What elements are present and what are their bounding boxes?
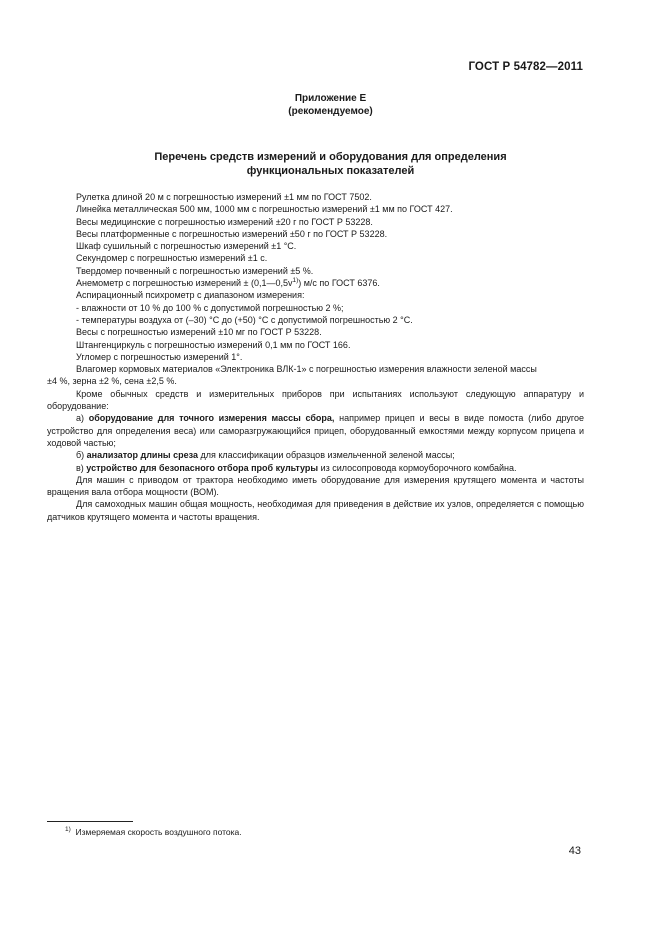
- paragraph: Твердомер почвенный с погрешностью измерений ±5 %.: [76, 265, 314, 276]
- section-title: [0, 151, 661, 178]
- anemometer-text-end: ) м/с по ГОСТ 6376.: [298, 278, 380, 289]
- bold-term: устройство для безопасного отбора проб культуры: [86, 462, 319, 473]
- bold-term: оборудование для точного измерения массы сбора,: [88, 413, 335, 424]
- list-marker: а): [76, 413, 89, 424]
- list-item-text: например прицеп и весы в виде помоста (либо другое устройство для определения веса) или саморазгружающийся прицеп, оборудованный емкостями между корпусом прицепа и ходовой частью;: [47, 413, 584, 448]
- footnote-divider: [47, 821, 133, 822]
- paragraph: Для машин с приводом от трактора необходимо иметь оборудование для измерения крутящего момента и частоты вращения вала отбора мощности (ВОМ).: [47, 474, 584, 498]
- list-marker: в): [76, 462, 87, 473]
- annex-status: (рекомендуемое): [288, 106, 373, 117]
- list-item: - влажности от 10 % до 100 % с допустимой погрешностью 2 %;: [76, 302, 344, 313]
- paragraph: Секундомер с погрешностью измерений ±1 с.: [76, 253, 268, 264]
- paragraph: Шкаф сушильный с погрешностью измерений ±1 °С.: [76, 241, 297, 252]
- paragraph: Весы с погрешностью измерений ±10 мг по ГОСТ Р 53228.: [76, 327, 322, 338]
- footnote-ref: 1): [292, 277, 299, 285]
- list-item: [47, 462, 584, 474]
- footnote: [65, 827, 242, 837]
- list-item: - температуры воздуха от (–30) °С до (+50) °С с допустимой погрешностью 2 °С.: [76, 314, 413, 325]
- section-title-line2: функциональных показателей: [246, 164, 415, 177]
- paragraph: Рулетка длиной 20 м с погрешностью измерений ±1 мм по ГОСТ 7502.: [76, 192, 372, 202]
- bold-term: анализатор длины среза: [86, 450, 198, 461]
- section-title-line1: Перечень средств измерений и оборудования для определения: [154, 151, 507, 163]
- paragraph: Влагомер кормовых материалов «Электроника ВЛК-1» с погрешностью измерения влажности зеленой массы: [76, 364, 537, 375]
- paragraph: Линейка металлическая 500 мм, 1000 мм с погрешностью измерений ±1 мм по ГОСТ 427.: [76, 204, 453, 215]
- paragraph: ±4 %, зерна ±2 %, сена ±2,5 %.: [47, 376, 177, 387]
- paragraph: Кроме обычных средств и измерительных приборов при испытаниях используют следующую аппаратуру и оборудование:: [47, 388, 584, 412]
- anemometer-text: Анемометр с погрешностью измерений ± (0,1—0,5v: [76, 278, 293, 289]
- list-item: [47, 412, 584, 449]
- footnote-marker: 1): [65, 826, 71, 833]
- paragraph: Для самоходных машин общая мощность, необходимая для приведения в действие их узлов, определяется с помощью датчиков крутящего момента и частоты вращения.: [47, 499, 584, 522]
- paragraph: Штангенциркуль с погрешностью измерений 0,1 мм по ГОСТ 166.: [76, 339, 351, 350]
- paragraph: Весы медицинские с погрешностью измерений ±20 г по ГОСТ Р 53228.: [76, 216, 373, 227]
- list-item-text: из силосопровода кормоуборочного комбайна.: [318, 462, 517, 473]
- list-item: [47, 449, 584, 461]
- paragraph: [47, 277, 584, 289]
- list-item-text: для классификации образцов измельченной зеленой массы;: [197, 450, 455, 461]
- paragraph: Весы платформенные с погрешностью измерений ±50 г по ГОСТ Р 53228.: [76, 228, 388, 239]
- annex-title: Приложение Е: [294, 93, 367, 104]
- page-number: 43: [568, 845, 581, 857]
- list-marker: б): [76, 450, 87, 461]
- footnote-text: Измеряемая скорость воздушного потока.: [75, 827, 242, 837]
- document-header: ГОСТ Р 54782—2011: [468, 61, 583, 73]
- paragraph: Угломер с погрешностью измерений 1°.: [76, 351, 243, 362]
- document-body: [47, 191, 584, 523]
- paragraph: Аспирационный психрометр с диапазоном измерения:: [76, 290, 305, 301]
- annex-heading: [0, 92, 661, 118]
